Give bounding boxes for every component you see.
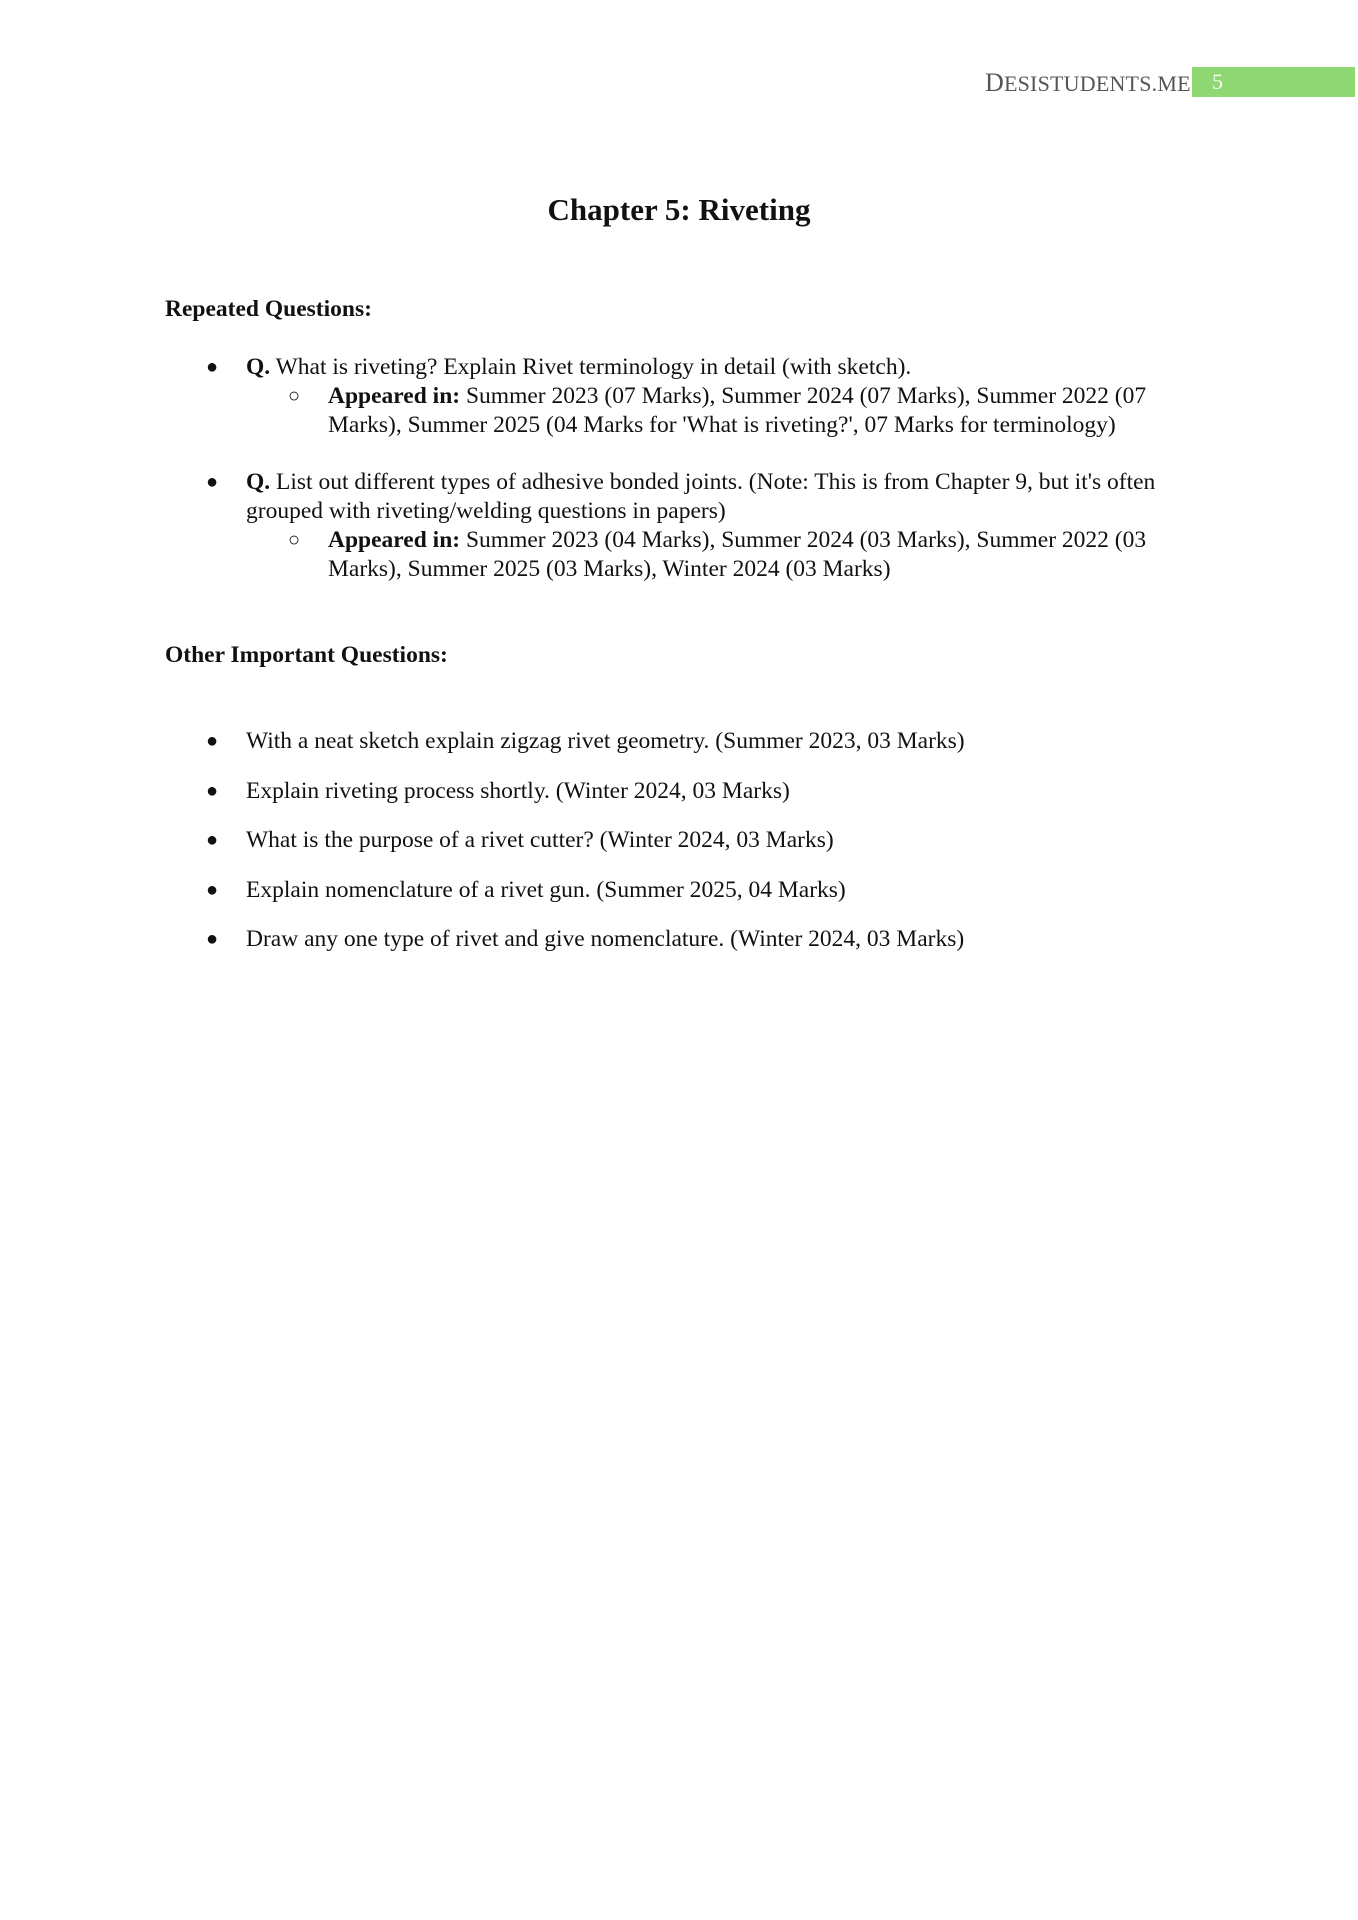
bullet-icon: ●: [206, 829, 219, 851]
list-item: Q. What is riveting? Explain Rivet terminology in detail (with sketch).: [246, 354, 912, 380]
list-item: Appeared in: Summer 2023 (04 Marks), Summer 2024 (03 Marks), Summer 2022 (03 Marks), Summer 2025 (03 Marks), Winter 2024 (03 Marks): [328, 527, 1147, 582]
list-item: Appeared in: Summer 2023 (07 Marks), Summer 2024 (07 Marks), Summer 2022 (07 Marks), Summer 2025 (04 Marks for 'What is riveting?', 07 Marks for terminology): [328, 383, 1147, 438]
other-heading: Other Important Questions:: [165, 642, 448, 668]
bullet-icon: ●: [206, 879, 219, 901]
list-item: Explain riveting process shortly. (Winter 2024, 03 Marks): [246, 778, 790, 804]
page-number: 5: [1192, 67, 1355, 97]
repeated-heading: Repeated Questions:: [165, 296, 372, 322]
list-item: Explain nomenclature of a rivet gun. (Summer 2025, 04 Marks): [246, 877, 846, 903]
circle-bullet-icon: ○: [288, 385, 301, 407]
list-item: Q. List out different types of adhesive bonded joints. (Note: This is from Chapter 9, but it's often grouped with riveting/welding questions in papers): [246, 469, 1156, 524]
bullet-icon: ●: [206, 471, 219, 493]
list-item: Draw any one type of rivet and give nomenclature. (Winter 2024, 03 Marks): [246, 926, 965, 952]
bullet-icon: ●: [206, 928, 219, 950]
chapter-title: Chapter 5: Riveting: [547, 192, 811, 227]
circle-bullet-icon: ○: [288, 529, 301, 551]
list-item: What is the purpose of a rivet cutter? (Winter 2024, 03 Marks): [246, 827, 834, 853]
list-item: With a neat sketch explain zigzag rivet geometry. (Summer 2023, 03 Marks): [246, 728, 965, 754]
site-name: DESISTUDENTS.ME: [985, 68, 1191, 97]
bullet-icon: ●: [206, 730, 219, 752]
bullet-icon: ●: [206, 780, 219, 802]
bullet-icon: ●: [206, 356, 219, 378]
